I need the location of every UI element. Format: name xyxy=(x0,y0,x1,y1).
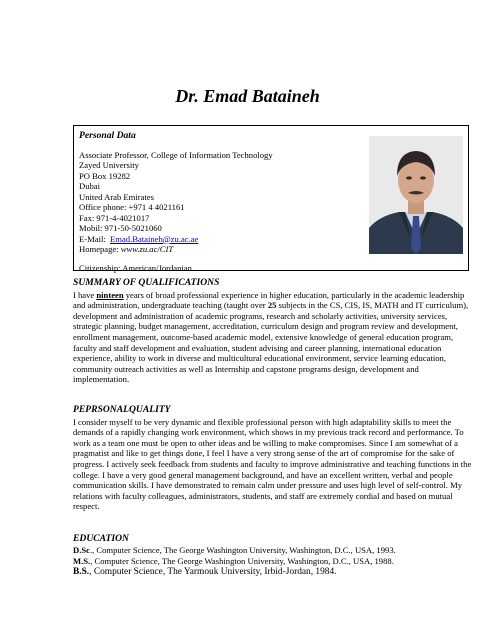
office-phone-line: Office phone: +971 4 4021161 xyxy=(79,202,185,212)
personal-quality-section xyxy=(73,405,473,512)
email-line xyxy=(79,234,273,245)
homepage-link[interactable]: www.zu.ac/CIT xyxy=(120,244,174,254)
mobile-line: Mobil: 971-50-5021060 xyxy=(79,223,162,233)
personal-data-heading: Personal Data xyxy=(79,130,136,141)
degree-dsc: D.Sc., Computer Science, The George Washington University, Washington, D.C., USA, 1993. xyxy=(73,545,396,555)
university-line: Zayed University xyxy=(79,160,139,170)
years-count: ninteen xyxy=(96,289,124,300)
citizenship-line: Citizenship: American/Jordanian xyxy=(79,262,192,273)
po-box-line: PO Box 19282 xyxy=(79,170,131,181)
education-section xyxy=(73,533,473,578)
country-line: United Arab Emirates xyxy=(79,191,154,202)
city-line: Dubai xyxy=(79,181,101,191)
summary-heading: SUMMARY OF QUALIFICATIONS xyxy=(73,277,220,288)
personal-data xyxy=(79,131,273,273)
summary-section xyxy=(73,278,473,385)
position-line: Associate Professor, College of Information Technology xyxy=(79,149,273,160)
subjects-count: 25 xyxy=(267,300,277,311)
fax-line: Fax: 971-4-4021017 xyxy=(79,212,150,223)
education-heading: EDUCATION xyxy=(73,533,129,544)
email-label: E-Mail: xyxy=(79,233,106,244)
personal-data-box xyxy=(73,125,469,271)
homepage-line xyxy=(79,244,273,255)
email-link[interactable]: Emad.Bataineh@zu.ac.ae xyxy=(110,233,199,244)
page-title: Dr. Emad Bataineh xyxy=(175,86,320,106)
degree-ms: M.S., Computer Science, The George Washington University, Washington, D.C., USA, 1988. xyxy=(73,556,394,566)
personal-quality-heading: PEPRSONALQUALITY xyxy=(73,404,171,415)
degree-bs: B.S., Computer Science, The Yarmouk University, Irbid-Jordan, 1984. xyxy=(73,567,337,577)
portrait-photo xyxy=(369,136,463,254)
summary-text: I have ninteen years of broad professional experience in higher education, particularly in the academic leadership and administration, undergraduate teaching (taught over 25 subjects in the CS, CIS, IS, MATH and IT curriculum), development and administration of academic programs, research and scholarly activities, university services, strategic planning, budget management, accreditation, curriculum design and program review and development, enrollment management, outcome-based academic model, extensive knowledge of general education program, faculty and staff development and evaluation, student advising and career planning, international education experience, ability to work in diverse and multicultural educational environment, service learning education, community outreach activities as well as Internship and capstone programs design, development and implementation. xyxy=(73,289,469,385)
homepage-label: Homepage: xyxy=(79,244,119,254)
personal-quality-text: I consider myself to be very dynamic and flexible professional person with high adaptability skills to meet the demands of a rapidly changing work environment, which shows in my previous track record and performance. To work as a team one must be open to other ideas and be willing to make compromises. Since I am somewhat of a pragmatist and like to get things done, I feel I have a very strong sense of the art of compromise for the sake of progress. I actively seek feedback from students and faculty to improve administrative and teaching functions in the college. I have a very good general management background, and have an excellent written, verbal and people communication skills. I have demonstrated to remain calm under pressure and uses high level of self-control. My relations with faculty colleagues, administrators, students, and staff are extremely cordial and based on mutual respect. xyxy=(73,416,472,512)
portrait-image xyxy=(369,136,463,254)
